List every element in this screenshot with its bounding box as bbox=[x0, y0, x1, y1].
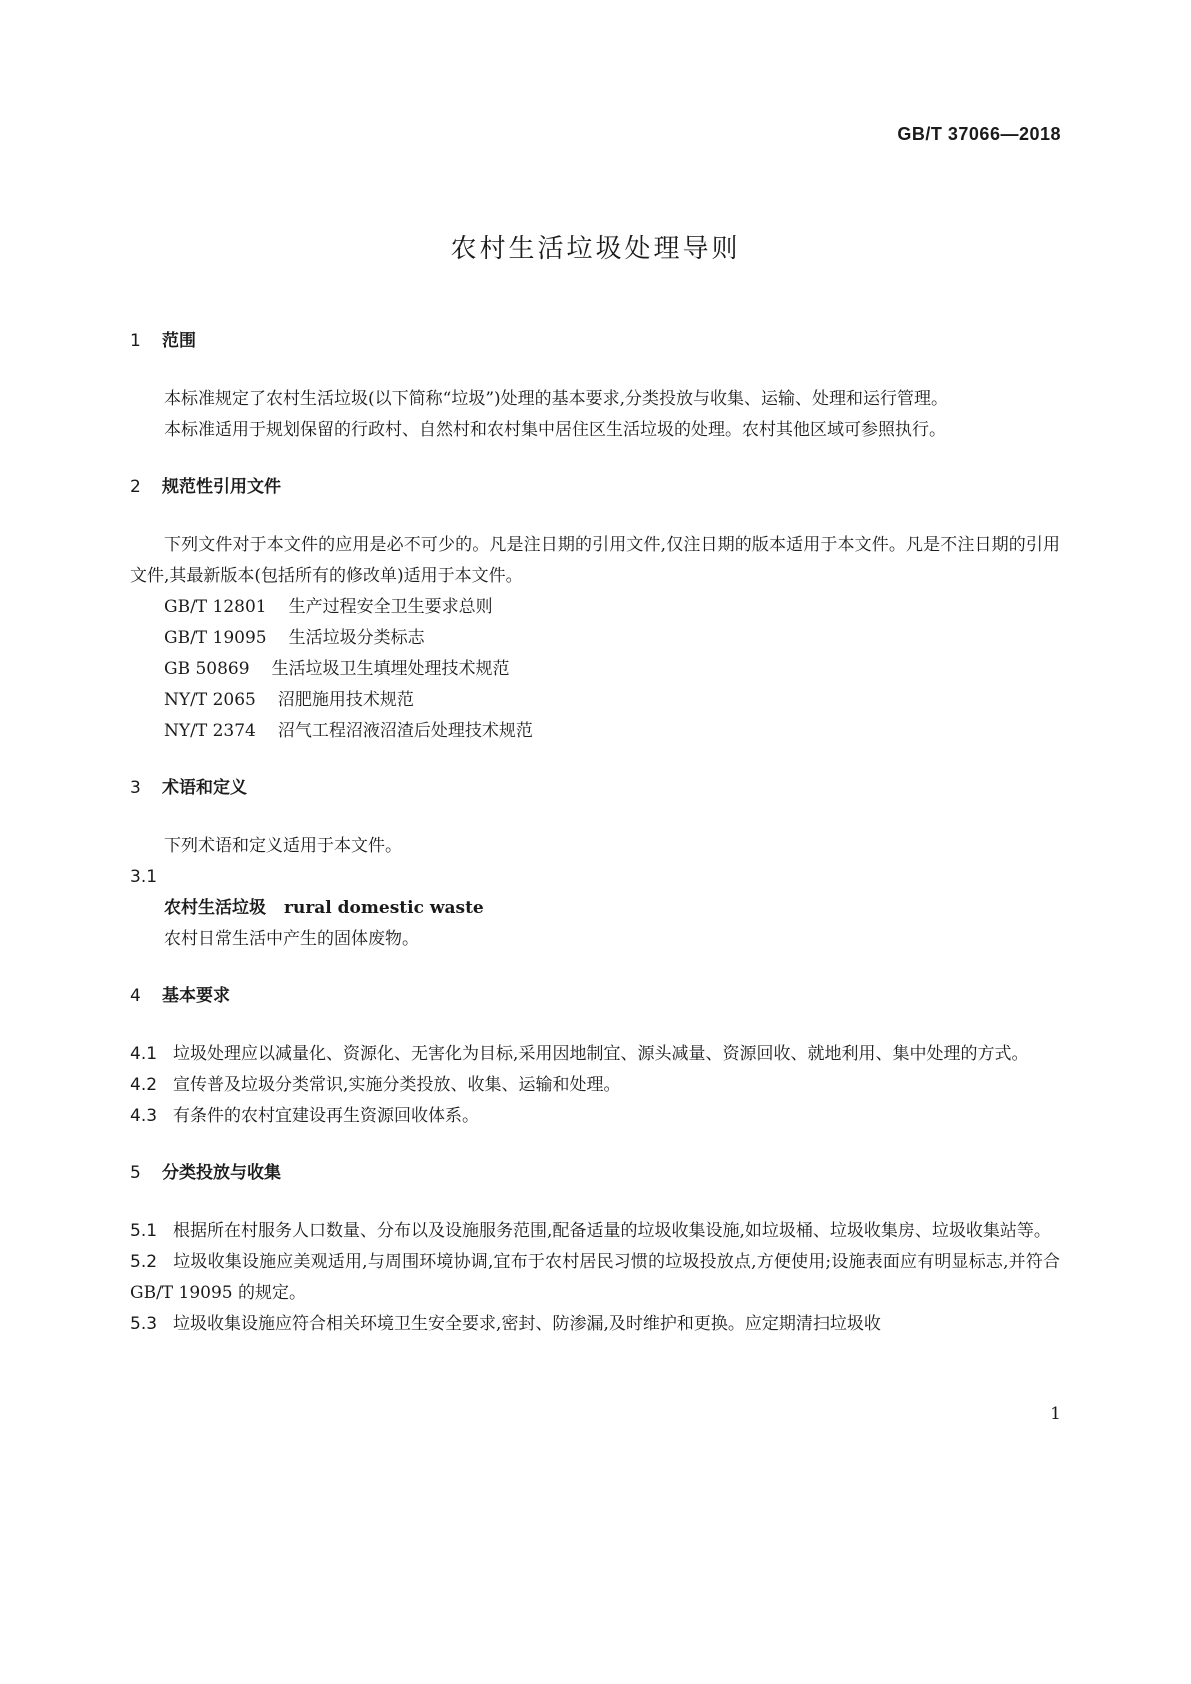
paragraph: 下列文件对于本文件的应用是必不可少的。凡是注日期的引用文件,仅注日期的版本适用于本文件。凡是不注日期的引用文件,其最新版本(包括所有的修改单)适用于本文件。 bbox=[130, 535, 1060, 586]
section-title: 范围 bbox=[162, 331, 196, 351]
reference-item bbox=[130, 685, 1060, 716]
section-heading bbox=[130, 472, 1060, 502]
reference-item bbox=[130, 623, 1060, 654]
reference-item bbox=[130, 716, 1060, 747]
clause bbox=[130, 1309, 1060, 1340]
clause-text: 宣传普及垃圾分类常识,实施分类投放、收集、运输和处理。 bbox=[173, 1075, 621, 1095]
clause-number: 5.2 bbox=[130, 1252, 158, 1272]
clause bbox=[130, 1039, 1060, 1070]
reference-title: 沼肥施用技术规范 bbox=[277, 690, 414, 710]
reference-code: NY/T 2374 bbox=[164, 721, 256, 741]
document-body bbox=[130, 326, 1060, 1340]
clause-number: 5.3 bbox=[130, 1314, 158, 1334]
clause-text: 垃圾收集设施应美观适用,与周围环境协调,宜布于农村居民习惯的垃圾投放点,方便使用;设施表面应有明显标志,并符合 GB/T 19095 的规定。 bbox=[130, 1252, 1060, 1303]
reference-code: GB/T 19095 bbox=[164, 628, 267, 648]
section-heading bbox=[130, 326, 1060, 356]
clause bbox=[130, 1247, 1060, 1309]
section-heading bbox=[130, 981, 1060, 1011]
section-title: 基本要求 bbox=[162, 986, 230, 1006]
reference-title: 生活垃圾卫生填埋处理技术规范 bbox=[271, 659, 510, 679]
page-number: 1 bbox=[1050, 1404, 1061, 1424]
reference-item bbox=[130, 592, 1060, 623]
section-number: 4 bbox=[130, 986, 141, 1006]
term-definition: 农村日常生活中产生的固体废物。 bbox=[164, 929, 419, 949]
clause-text: 垃圾处理应以减量化、资源化、无害化为目标,采用因地制宜、源头减量、资源回收、就地利用、集中处理的方式。 bbox=[173, 1044, 1029, 1064]
section-number: 2 bbox=[130, 477, 141, 497]
section-title: 规范性引用文件 bbox=[162, 477, 281, 497]
document-title: 农村生活垃圾处理导则 bbox=[450, 234, 741, 264]
section-number: 5 bbox=[130, 1163, 141, 1183]
term-number: 3.1 bbox=[130, 867, 158, 887]
clause-number: 4.3 bbox=[130, 1106, 158, 1126]
clause bbox=[130, 1070, 1060, 1101]
paragraph: 下列术语和定义适用于本文件。 bbox=[164, 836, 402, 856]
section-title: 分类投放与收集 bbox=[162, 1163, 281, 1183]
section-title: 术语和定义 bbox=[162, 778, 247, 798]
section-heading bbox=[130, 773, 1060, 803]
term-entry bbox=[130, 893, 1060, 924]
clause-number: 4.1 bbox=[130, 1044, 158, 1064]
clause bbox=[130, 1101, 1060, 1132]
term-chinese: 农村生活垃圾 bbox=[164, 898, 266, 918]
reference-title: 沼气工程沼液沼渣后处理技术规范 bbox=[277, 721, 533, 741]
clause-text: 有条件的农村宜建设再生资源回收体系。 bbox=[173, 1106, 480, 1126]
reference-code: GB 50869 bbox=[164, 659, 250, 679]
reference-item bbox=[130, 654, 1060, 685]
paragraph: 本标准规定了农村生活垃圾(以下简称“垃圾”)处理的基本要求,分类投放与收集、运输、处理和运行管理。 bbox=[164, 389, 949, 409]
section-number: 1 bbox=[130, 331, 141, 351]
term-english: rural domestic waste bbox=[284, 898, 484, 918]
reference-code: NY/T 2065 bbox=[164, 690, 256, 710]
clause-number: 5.1 bbox=[130, 1221, 158, 1241]
reference-title: 生产过程安全卫生要求总则 bbox=[288, 597, 493, 617]
section-number: 3 bbox=[130, 778, 141, 798]
clause bbox=[130, 1216, 1060, 1247]
clause-text: 垃圾收集设施应符合相关环境卫生安全要求,密封、防渗漏,及时维护和更换。应定期清扫垃圾收 bbox=[173, 1314, 881, 1334]
standard-number: GB/T 37066—2018 bbox=[897, 124, 1061, 144]
clause-text: 根据所在村服务人口数量、分布以及设施服务范围,配备适量的垃圾收集设施,如垃圾桶、垃圾收集房、垃圾收集站等。 bbox=[173, 1221, 1051, 1241]
paragraph: 本标准适用于规划保留的行政村、自然村和农村集中居住区生活垃圾的处理。农村其他区域可参照执行。 bbox=[164, 420, 946, 440]
section-heading bbox=[130, 1158, 1060, 1188]
reference-title: 生活垃圾分类标志 bbox=[288, 628, 425, 648]
clause-number: 4.2 bbox=[130, 1075, 158, 1095]
reference-code: GB/T 12801 bbox=[164, 597, 267, 617]
